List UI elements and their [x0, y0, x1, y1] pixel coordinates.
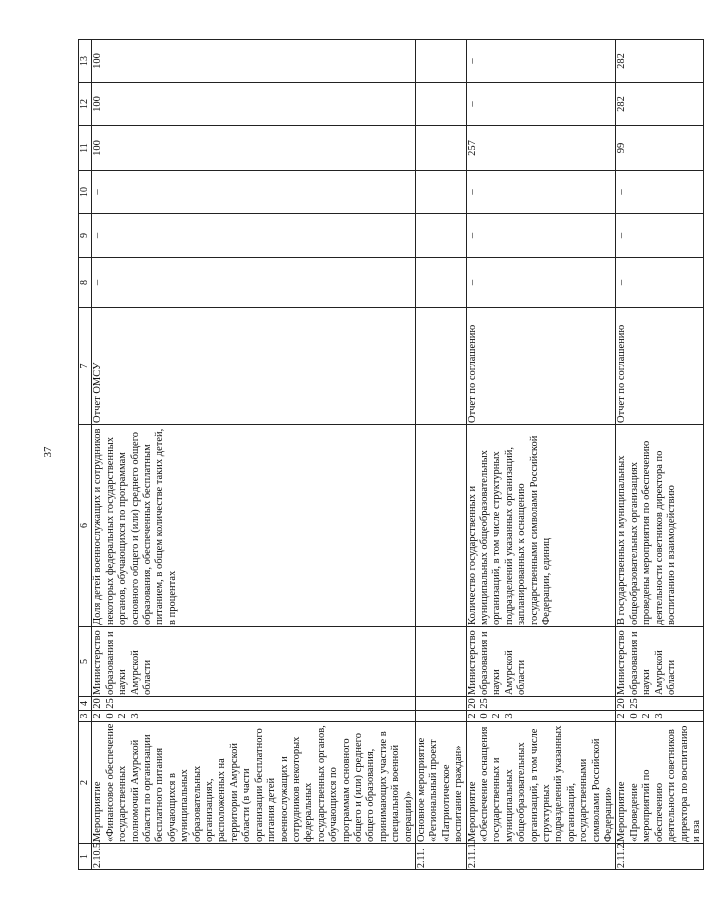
header-col-3: 3 [79, 711, 92, 722]
row-year-end: 2025 [92, 697, 416, 711]
row-source: Отчет по соглашению [616, 308, 704, 425]
row-value-9: – [616, 214, 704, 258]
row-name: Мероприятие «Финансовое обеспечение государственных полномочий Амурской области по организации бесплатного питания обучающихся в муниципальных образовательных организациях, расположенных на территории Амурской области (в части организации бесплатного питания детей военнослужащих и сотрудников некоторых федеральных государственных органов, обучающихся по программам основного общего и (или) среднего общего образования, принимающих участие в специальной военной операции)» [92, 722, 416, 844]
row-year-end: 2025 [466, 697, 616, 711]
row-source [415, 308, 466, 425]
row-name: Мероприятие «Обеспечение оснащения государственных и муниципальных общеобразовательных организаций, в том числе структурных подразделений указанных организаций, государственными символами Российской Федерации» [466, 722, 616, 844]
row-year-start: 2023 [616, 711, 704, 722]
row-source: Отчет по соглашению [466, 308, 616, 425]
row-name: Мероприятие «Проведение мероприятий по обеспечению деятельности советников директора по воспитанию и вза [616, 722, 704, 844]
row-number: 2.11. [415, 844, 466, 870]
row-year-start: 2023 [466, 711, 616, 722]
row-value-12 [415, 83, 466, 126]
row-indicator [415, 425, 466, 627]
table-row [415, 40, 466, 870]
row-number: 2.10.5. [92, 844, 416, 870]
row-value-11: 100 [92, 126, 416, 171]
table-row [92, 40, 416, 870]
row-value-13: 282 [616, 40, 704, 83]
header-col-10: 10 [79, 171, 92, 214]
row-value-10: – [92, 171, 416, 214]
row-value-9: – [466, 214, 616, 258]
page-number: 37 [42, 446, 54, 458]
row-value-12: 100 [92, 83, 416, 126]
row-value-10: – [466, 171, 616, 214]
row-indicator: В государственных и муниципальных общеобразовательных организациях проведены мероприятия по обеспечению деятельности советников директора по воспитанию и взаимодействию [616, 425, 704, 627]
header-col-8: 8 [79, 258, 92, 308]
row-value-13: – [466, 40, 616, 83]
row-value-9: – [92, 214, 416, 258]
row-name: Основное мероприятие «Региональный проект «Патриотическое воспитание граждан» [415, 722, 466, 844]
row-number: 2.11.1. [466, 844, 616, 870]
row-source: Отчет ОМСУ [92, 308, 416, 425]
row-value-8: – [92, 258, 416, 308]
row-value-13 [415, 40, 466, 83]
program-table [78, 39, 704, 870]
row-value-13: 100 [92, 40, 416, 83]
row-executor: Министерство образования и науки Амурской области [92, 627, 416, 697]
row-value-8 [415, 258, 466, 308]
header-row [79, 40, 92, 870]
row-value-12: 282 [616, 83, 704, 126]
row-value-10 [415, 171, 466, 214]
header-col-13: 13 [79, 40, 92, 83]
row-executor: Министерство образования и науки Амурской области [466, 627, 616, 697]
header-col-2: 2 [79, 722, 92, 844]
row-value-9 [415, 214, 466, 258]
row-year-end: 2025 [616, 697, 704, 711]
header-col-6: 6 [79, 425, 92, 627]
row-value-8: – [466, 258, 616, 308]
header-col-4: 4 [79, 697, 92, 711]
row-value-11: 99 [616, 126, 704, 171]
row-executor [415, 627, 466, 697]
row-indicator: Количество государственных и муниципальных общеобразовательных организаций, в том числе структурных подразделений указанных организаций, запланированных к оснащению государственными символами Российской Федерации, единиц [466, 425, 616, 627]
header-col-7: 7 [79, 308, 92, 425]
row-number: 2.11.2. [616, 844, 704, 870]
row-value-11: 257 [466, 126, 616, 171]
rotated-table-wrapper [78, 40, 702, 870]
row-value-12: – [466, 83, 616, 126]
row-year-end [415, 697, 466, 711]
row-value-11 [415, 126, 466, 171]
table-row [616, 40, 704, 870]
row-year-start: 2023 [92, 711, 416, 722]
row-value-8: – [616, 258, 704, 308]
header-col-1: 1 [79, 844, 92, 870]
row-executor: Министерство образования и науки Амурской области [616, 627, 704, 697]
row-indicator: Доля детей военнослужащих и сотрудников некоторых федеральных государственных органов, обучающихся по программам основного общего и (или) среднего общего образования, обеспеченных бесплатным питанием, в общем количестве таких детей, в процентах [92, 425, 416, 627]
header-col-12: 12 [79, 83, 92, 126]
header-col-9: 9 [79, 214, 92, 258]
header-col-5: 5 [79, 627, 92, 697]
table-row [466, 40, 616, 870]
row-value-10: – [616, 171, 704, 214]
header-col-11: 11 [79, 126, 92, 171]
row-year-start [415, 711, 466, 722]
